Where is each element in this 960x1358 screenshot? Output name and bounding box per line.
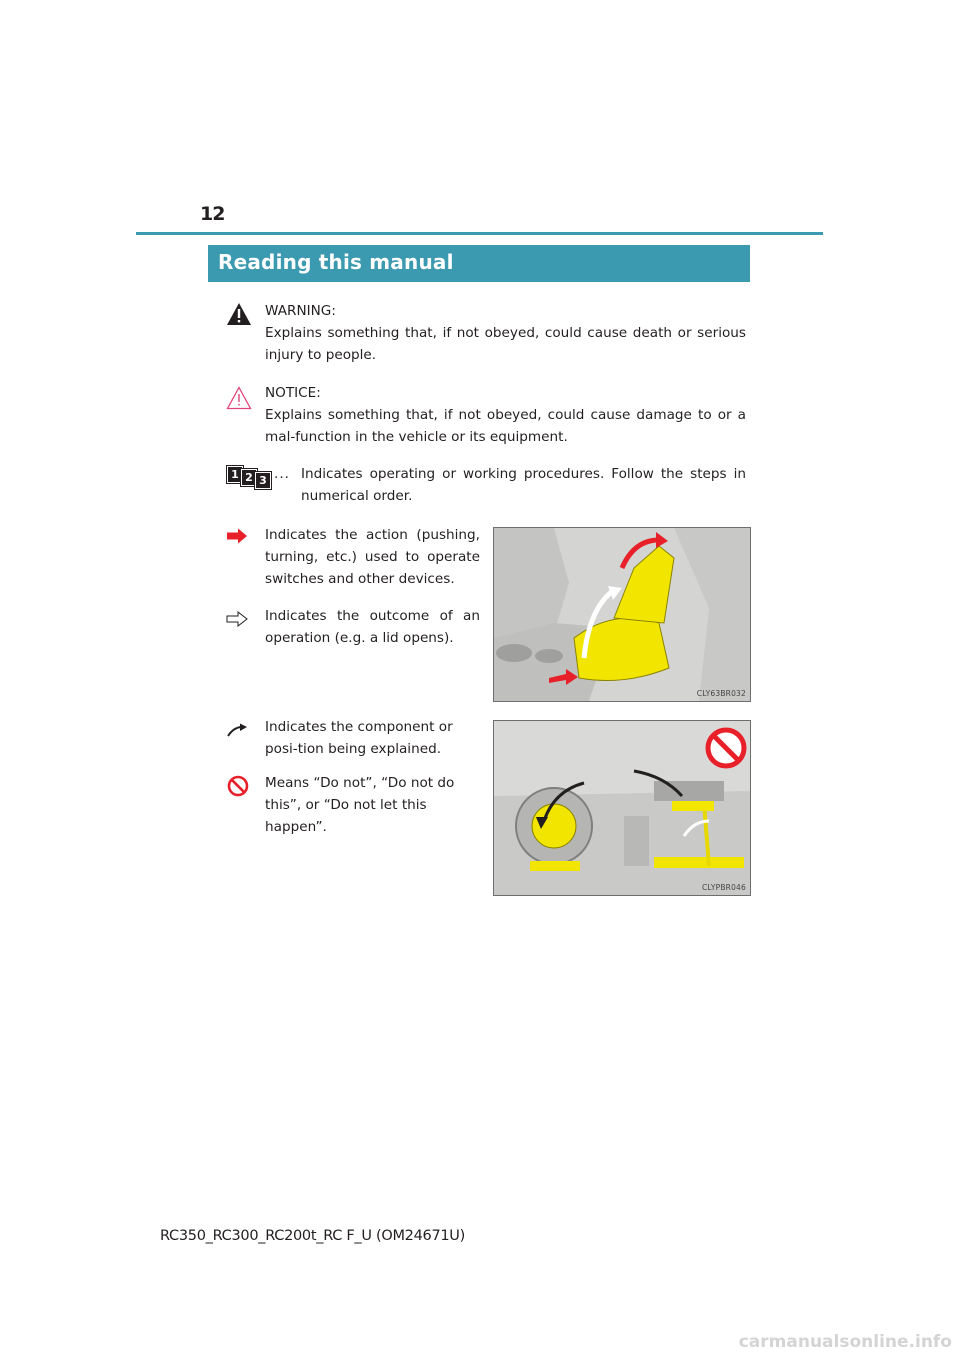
dashboard-figure-code: CLYPBR046 [702, 883, 746, 892]
red-arrow-icon [226, 528, 248, 544]
outcome-text: Indicates the outcome of an operation (e.g. a lid opens). [265, 608, 480, 646]
steps-prefix: ... [274, 466, 290, 482]
warning-triangle-icon [226, 302, 252, 326]
action-text: Indicates the action (pushing, turning, etc.) used to operate switches and other devices. [265, 527, 480, 587]
outline-arrow-icon [226, 611, 248, 627]
console-lid-illustration [493, 527, 751, 702]
numbered-steps-icon [227, 464, 271, 486]
page-footer: RC350_RC300_RC200t_RC F_U (OM24671U) [160, 1228, 465, 1244]
console-lid-drawing [494, 528, 750, 701]
steps-text: Indicates operating or working procedures. Follow the steps in numerical order. [301, 466, 746, 504]
dashboard-drawing [494, 721, 750, 895]
header-rule [136, 232, 823, 235]
notice-entry [265, 382, 746, 448]
component-text: Indicates the component or posi-tion being explained. [265, 719, 453, 757]
notice-title: NOTICE: [265, 385, 321, 401]
step-2-badge: 2 [241, 469, 257, 486]
page-number: 12 [200, 203, 225, 225]
prohibition-icon [227, 775, 249, 797]
section-title: Reading this manual [218, 250, 454, 274]
dashboard-prohibited-illustration [493, 720, 751, 896]
watermark: carmanualsonline.info [738, 1332, 952, 1352]
prohibit-text: Means “Do not”, “Do not do this”, or “Do not let this happen”. [265, 775, 455, 835]
notice-text: Explains something that, if not obeyed, could cause damage to or a mal-function in the vehicle or its equipment. [265, 407, 746, 445]
notice-triangle-icon [226, 386, 252, 410]
step-1-badge: 1 [227, 466, 243, 483]
warning-title: WARNING: [265, 303, 336, 319]
step-3-badge: 3 [255, 472, 271, 489]
pointer-arrow-icon [226, 723, 248, 737]
warning-text: Explains something that, if not obeyed, could cause death or serious injury to people. [265, 325, 746, 363]
section-header [208, 245, 750, 282]
warning-entry [265, 300, 746, 366]
console-lid-figure-code: CLY63BR032 [696, 689, 746, 698]
